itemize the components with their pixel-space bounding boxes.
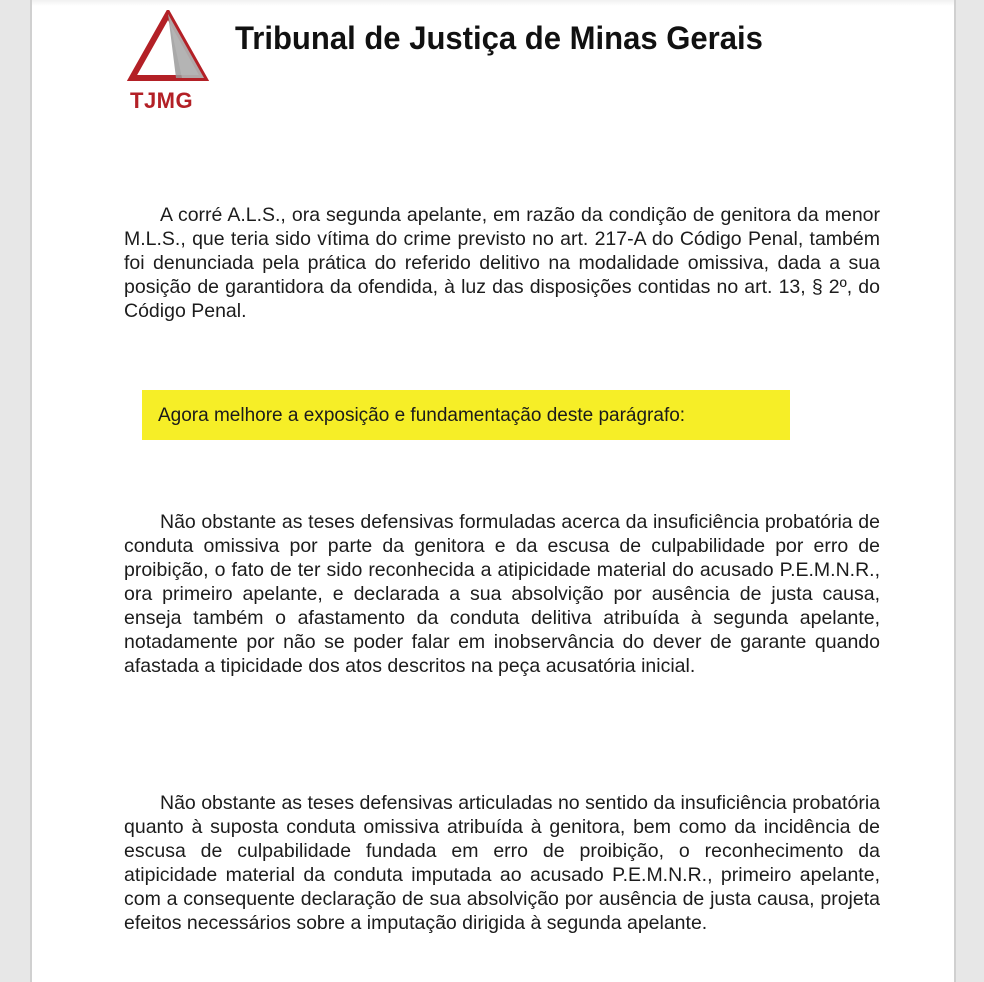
logo-text: TJMG	[130, 88, 194, 113]
instruction-text: Agora melhore a exposição e fundamentação deste parágrafo:	[158, 405, 686, 426]
paragraph-rewrite-two: Não obstante as teses defensivas articuladas no sentido da insuficiência probatória quanto à suposta conduta omissiva atribuída à genitora, bem como da incidência de escusa de culpabilidade fundada em erro de proibição, o reconhecimento da atipicidade material da conduta imputada ao acusado P.E.M.N.R., primeiro apelante, com a consequente declaração de sua absolvição por ausência de justa causa, projeta efeitos necessários sobre a imputação dirigida à segunda apelante.	[124, 792, 880, 934]
paragraph-rewrite-one: Não obstante as teses defensivas formuladas acerca da insuficiência probatória de conduta omissiva por parte da genitora e da escusa de culpabilidade por erro de proibição, o fato de ter sido reconhecida a atipicidade material do acusado P.E.M.N.R., ora primeiro apelante, e declarada a sua absolvição por ausência de justa causa, enseja também o afastamento da conduta delitiva atribuída à segunda apelante, notadamente por não se poder falar em inobservância do dever de garante quando afastada a tipicidade dos atos descritos na peça acusatória inicial.	[124, 511, 880, 677]
highlighted-instruction	[142, 390, 790, 440]
paragraph-original: A corré A.L.S., ora segunda apelante, em razão da condição de genitora da menor M.L.S., que teria sido vítima do crime previsto no art. 217-A do Código Penal, também foi denunciada pela prática do referido delitivo na modalidade omissiva, dada a sua posição de garantidora da ofendida, à luz das disposições contidas no art. 13, § 2º, do Código Penal.	[124, 204, 880, 322]
document-page	[32, 0, 954, 982]
page-top-edge	[32, 0, 954, 6]
tjmg-logo	[124, 10, 214, 113]
triangle-logo-icon	[124, 10, 214, 90]
court-name-heading: Tribunal de Justiça de Minas Gerais	[235, 20, 763, 56]
